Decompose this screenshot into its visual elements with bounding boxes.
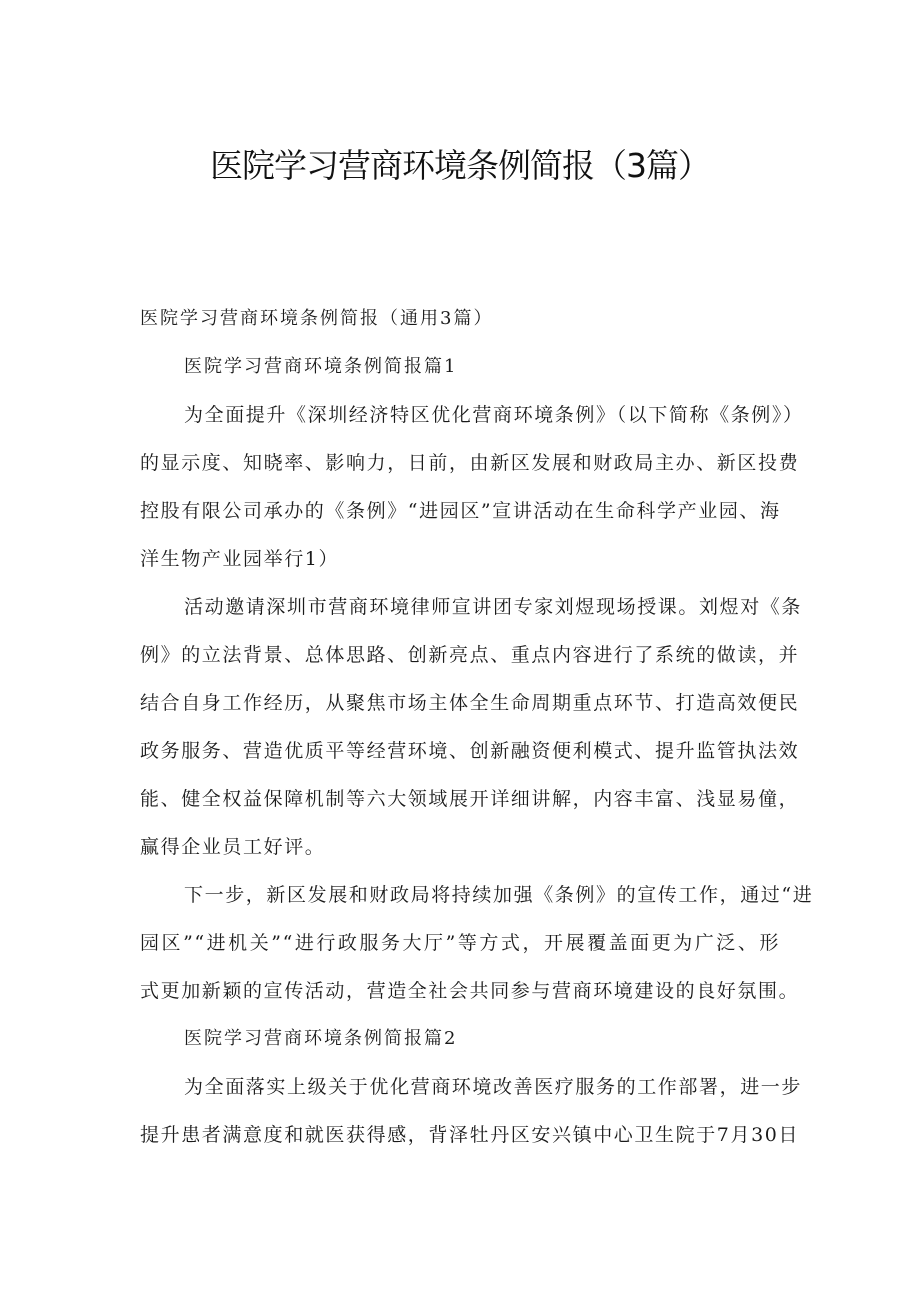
paragraph-line: 下一步，新区发展和财政局将持续加强《条例》的宣传工作，通过“进 (184, 884, 814, 906)
paragraph-line: 能、健全权益保障机制等六大领域展开详细讲解，内容丰富、浅显易僮， (140, 788, 800, 810)
paragraph-line: 政务服务、营造优质平等经营环境、创新融资便利模式、提升监管执法效 (140, 740, 800, 762)
section-1-heading: 医院学习营商环境条例简报篇1 (184, 356, 458, 377)
paragraph-line: 活动邀请深圳市营商环境律师宣讲团专家刘煜现场授课。刘煜对《条 (184, 596, 803, 618)
document-title: 医院学习营商环境条例简报（3篇） (210, 146, 710, 185)
paragraph-line: 的显示度、知晓率、影响力，日前，由新区发展和财政局主办、新区投费 (140, 452, 800, 474)
paragraph-line: 洋生物产业园举行1） (140, 548, 340, 570)
paragraph-line: 赢得企业员工好评。 (140, 836, 326, 858)
paragraph-line: 为全面提升《深圳经济特区优化营商环境条例》（以下简称《条例》） (184, 404, 804, 426)
paragraph-line: 例》的立法背景、总体思路、创新亮点、重点内容进行了系统的做读，并 (140, 644, 800, 666)
paragraph-line: 提升患者满意度和就医获得感，背泽牡丹区安兴镇中心卫生院于7月30日 (140, 1124, 800, 1146)
paragraph-line: 结合自身工作经历，从聚焦市场主体全生命周期重点环节、打造高效便民 (140, 692, 800, 714)
section-2-heading: 医院学习营商环境条例简报篇2 (184, 1028, 458, 1049)
document-subtitle: 医院学习营商环境条例简报（通用3篇） (140, 308, 494, 329)
paragraph-line: 式更加新颖的宣传活动，营造全社会共同参与营商环境建设的良好氛围。 (140, 980, 800, 1002)
paragraph-line: 控股有限公司承办的《条例》“进园区”宣讲活动在生命科学产业园、海 (140, 500, 781, 522)
paragraph-line: 园区”“进机关”“进行政服务大厅”等方式，开展覆盖面更为广泛、形 (140, 932, 780, 954)
paragraph-line: 为全面落实上级关于优化营商环境改善医疗服务的工作部署，进一步 (184, 1076, 803, 1098)
